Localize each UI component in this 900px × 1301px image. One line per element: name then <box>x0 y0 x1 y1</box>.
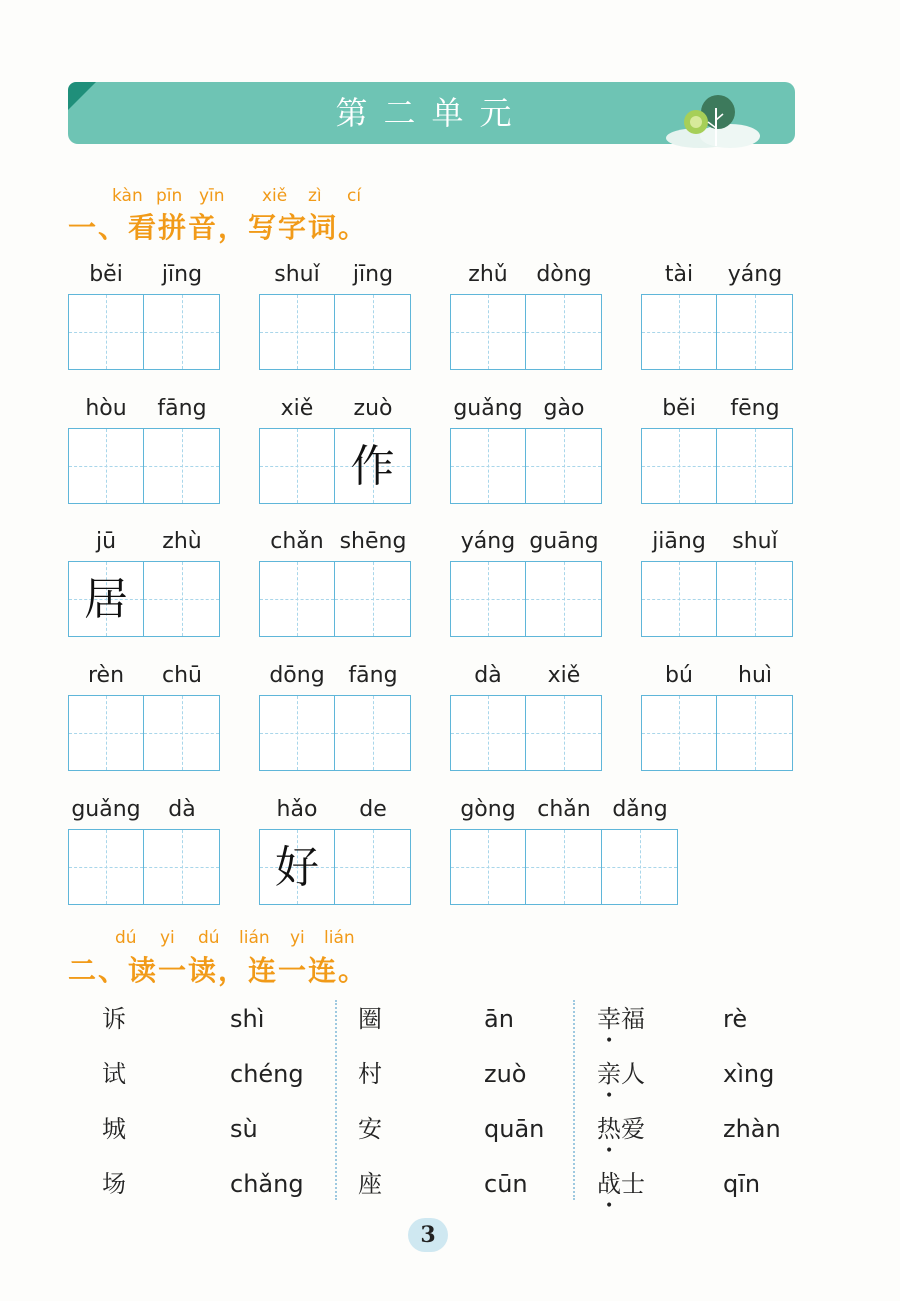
box-character <box>144 830 219 904</box>
box-character <box>642 429 716 503</box>
box-character <box>144 696 219 770</box>
box-character <box>642 295 716 369</box>
box-character: 居 <box>84 574 128 625</box>
banner-corner-fold <box>68 82 96 110</box>
char-boxes <box>641 294 793 370</box>
match-group1-pinyin <box>230 992 304 1212</box>
pinyin-syllable: dà <box>474 663 502 688</box>
match-group2-pinyin <box>484 992 544 1212</box>
pinyin-syllable: jū <box>95 529 117 554</box>
match-item[interactable]: cūn <box>484 1170 528 1198</box>
box-character <box>526 562 601 636</box>
char-boxes <box>259 829 411 905</box>
match-item[interactable]: 场 <box>102 1170 126 1198</box>
writing-box[interactable] <box>144 428 220 504</box>
pinyin-syllable: lián <box>324 928 355 948</box>
match-item[interactable]: 圈 <box>358 1005 382 1033</box>
box-character <box>642 562 716 636</box>
box-character <box>717 429 792 503</box>
writing-box[interactable] <box>526 695 602 771</box>
box-character <box>144 429 219 503</box>
tree-cloud-icon <box>660 90 770 148</box>
writing-box[interactable] <box>259 294 335 370</box>
char-boxes <box>450 428 602 504</box>
box-character <box>144 562 219 636</box>
pinyin-syllable: chǎn <box>537 797 591 822</box>
box-character <box>451 429 525 503</box>
pinyin-syllable: xiě <box>280 396 314 421</box>
match-group3-words <box>597 992 645 1212</box>
box-character <box>526 830 601 904</box>
match-item[interactable]: 城 <box>102 1115 126 1143</box>
pinyin-syllable: zuò <box>353 396 393 421</box>
writing-box[interactable] <box>641 294 717 370</box>
pinyin-syllable: dǎng <box>612 797 668 822</box>
pinyin-syllable: bú <box>665 663 693 688</box>
char-boxes <box>259 294 411 370</box>
pinyin-syllable: guǎng <box>71 797 141 822</box>
pinyin-syllable: hǎo <box>276 797 318 822</box>
char-boxes <box>641 428 793 504</box>
char-boxes <box>68 695 220 771</box>
pinyin-syllable: yi <box>290 928 305 948</box>
writing-box[interactable] <box>526 428 602 504</box>
pinyin-syllable: kàn <box>112 186 143 206</box>
pinyin-syllable: fāng <box>348 663 398 688</box>
pinyin-syllable: chǎn <box>270 529 324 554</box>
pinyin-syllable: yi <box>160 928 175 948</box>
writing-box[interactable] <box>335 294 411 370</box>
unit-title: 第二单元 <box>335 94 528 132</box>
match-item[interactable]: chéng <box>230 1060 304 1088</box>
page-number: 3 <box>408 1218 448 1252</box>
writing-box[interactable] <box>717 695 793 771</box>
writing-box[interactable] <box>68 428 144 504</box>
pinyin-syllable: shēng <box>339 529 407 554</box>
writing-box[interactable] <box>144 829 220 905</box>
box-character <box>260 696 334 770</box>
box-character <box>335 295 410 369</box>
writing-box[interactable] <box>450 829 526 905</box>
pinyin-syllable: lián <box>239 928 270 948</box>
char-boxes <box>68 829 220 905</box>
char-boxes <box>68 294 220 370</box>
pinyin-syllable: dà <box>168 797 196 822</box>
match-item[interactable]: shì <box>230 1005 265 1033</box>
section2-title: 二、读一读，连一连。 <box>68 954 369 987</box>
section1-title: 一、看拼音，写字词。 <box>68 211 369 244</box>
writing-box[interactable] <box>335 695 411 771</box>
char-boxes <box>68 561 220 637</box>
match-item[interactable]: 亲人 <box>597 1060 645 1088</box>
pinyin-syllable: guāng <box>529 529 599 554</box>
writing-box[interactable] <box>259 561 335 637</box>
char-boxes <box>259 561 411 637</box>
match-item[interactable]: 战士 <box>597 1170 645 1198</box>
writing-box[interactable] <box>144 294 220 370</box>
box-character <box>451 562 525 636</box>
pinyin-syllable: hòu <box>85 396 127 421</box>
pinyin-syllable: jīng <box>352 262 394 287</box>
writing-box[interactable] <box>144 695 220 771</box>
match-group1-chars <box>102 992 126 1212</box>
writing-box[interactable] <box>450 561 526 637</box>
writing-box[interactable] <box>68 561 144 637</box>
box-character <box>526 295 601 369</box>
match-group3-pinyin <box>723 992 781 1212</box>
box-character <box>335 830 410 904</box>
writing-box[interactable] <box>68 695 144 771</box>
match-item[interactable]: 试 <box>102 1060 126 1088</box>
match-item[interactable]: 诉 <box>102 1005 126 1033</box>
pinyin-syllable: cí <box>347 186 362 206</box>
pinyin-syllable: zì <box>308 186 322 206</box>
writing-box[interactable] <box>68 294 144 370</box>
pinyin-syllable: shuǐ <box>732 529 778 554</box>
box-character <box>526 429 601 503</box>
pinyin-syllable: de <box>359 797 387 822</box>
box-character <box>717 562 792 636</box>
match-divider <box>335 1000 337 1200</box>
box-character <box>69 429 143 503</box>
pinyin-syllable: shuǐ <box>274 262 320 287</box>
box-character <box>451 696 525 770</box>
char-boxes <box>641 695 793 771</box>
pinyin-syllable: fāng <box>157 396 207 421</box>
match-divider <box>573 1000 575 1200</box>
pinyin-syllable: gòng <box>460 797 516 822</box>
box-character <box>717 696 792 770</box>
box-character <box>451 830 525 904</box>
writing-box[interactable] <box>335 428 411 504</box>
char-boxes <box>259 695 411 771</box>
writing-box[interactable] <box>259 428 335 504</box>
pinyin-syllable: zhǔ <box>468 262 508 287</box>
char-boxes <box>641 561 793 637</box>
box-character: 好 <box>275 842 319 893</box>
box-character <box>144 295 219 369</box>
pinyin-syllable: bĕi <box>662 396 696 421</box>
writing-box[interactable] <box>68 829 144 905</box>
writing-box[interactable] <box>144 561 220 637</box>
pinyin-syllable: jīng <box>161 262 203 287</box>
match-item[interactable]: quān <box>484 1115 545 1143</box>
char-boxes <box>450 695 602 771</box>
match-item[interactable]: qīn <box>723 1170 761 1198</box>
pinyin-syllable: zhù <box>162 529 202 554</box>
pinyin-syllable: pīn <box>156 186 183 206</box>
match-item[interactable]: zuò <box>484 1060 527 1088</box>
pinyin-syllable: yáng <box>727 262 783 287</box>
pinyin-syllable: xiě <box>262 186 288 206</box>
box-character <box>602 830 677 904</box>
pinyin-syllable: fēng <box>730 396 780 421</box>
writing-box[interactable] <box>526 294 602 370</box>
writing-box[interactable] <box>335 561 411 637</box>
box-character <box>260 562 334 636</box>
pinyin-syllable: rèn <box>87 663 125 688</box>
char-boxes <box>450 294 602 370</box>
char-boxes <box>259 428 411 504</box>
pinyin-syllable: bĕi <box>89 262 123 287</box>
match-item[interactable]: rè <box>723 1005 748 1033</box>
match-item[interactable]: sù <box>230 1115 258 1143</box>
match-item[interactable]: zhàn <box>723 1115 781 1143</box>
match-item[interactable]: 幸福 <box>597 1005 645 1033</box>
box-character: 作 <box>350 441 395 492</box>
box-character <box>335 562 410 636</box>
char-boxes <box>68 428 220 504</box>
writing-box[interactable] <box>717 294 793 370</box>
box-character <box>260 429 334 503</box>
char-boxes <box>450 561 602 637</box>
match-item[interactable]: 安 <box>358 1115 382 1143</box>
writing-box[interactable] <box>717 561 793 637</box>
box-character <box>69 830 143 904</box>
box-character <box>451 295 525 369</box>
pinyin-syllable: yīn <box>199 186 225 206</box>
match-item[interactable]: 村 <box>358 1060 382 1088</box>
pinyin-syllable: huì <box>738 663 772 688</box>
pinyin-syllable: guǎng <box>453 396 523 421</box>
pinyin-syllable: xiě <box>547 663 581 688</box>
writing-box[interactable] <box>641 695 717 771</box>
pinyin-syllable: tài <box>664 262 694 287</box>
writing-box[interactable] <box>526 561 602 637</box>
pinyin-syllable: yáng <box>460 529 516 554</box>
char-boxes <box>450 829 678 905</box>
writing-box[interactable] <box>717 428 793 504</box>
match-group2-chars <box>358 992 382 1212</box>
pinyin-syllable: dú <box>198 928 220 948</box>
match-item[interactable]: xìng <box>723 1060 775 1088</box>
box-character <box>526 696 601 770</box>
writing-box[interactable] <box>450 695 526 771</box>
match-item[interactable]: chǎng <box>230 1170 304 1198</box>
match-item[interactable]: 座 <box>358 1170 382 1198</box>
writing-box[interactable] <box>259 695 335 771</box>
box-character <box>717 295 792 369</box>
pinyin-syllable: dú <box>115 928 137 948</box>
writing-box[interactable] <box>450 428 526 504</box>
writing-box[interactable] <box>259 829 335 905</box>
pinyin-syllable: dòng <box>536 262 592 287</box>
writing-box[interactable] <box>335 829 411 905</box>
box-character <box>260 295 334 369</box>
writing-box[interactable] <box>526 829 602 905</box>
writing-box[interactable] <box>641 428 717 504</box>
box-character <box>642 696 716 770</box>
match-item[interactable]: ān <box>484 1005 514 1033</box>
pinyin-syllable: chū <box>162 663 202 688</box>
writing-box[interactable] <box>450 294 526 370</box>
pinyin-syllable: gào <box>543 396 585 421</box>
writing-box[interactable] <box>641 561 717 637</box>
match-item[interactable]: 热爱 <box>597 1115 645 1143</box>
pinyin-syllable: dōng <box>269 663 325 688</box>
pinyin-syllable: jiāng <box>652 529 706 554</box>
box-character <box>69 295 143 369</box>
writing-box[interactable] <box>602 829 678 905</box>
box-character <box>69 696 143 770</box>
box-character <box>335 696 410 770</box>
